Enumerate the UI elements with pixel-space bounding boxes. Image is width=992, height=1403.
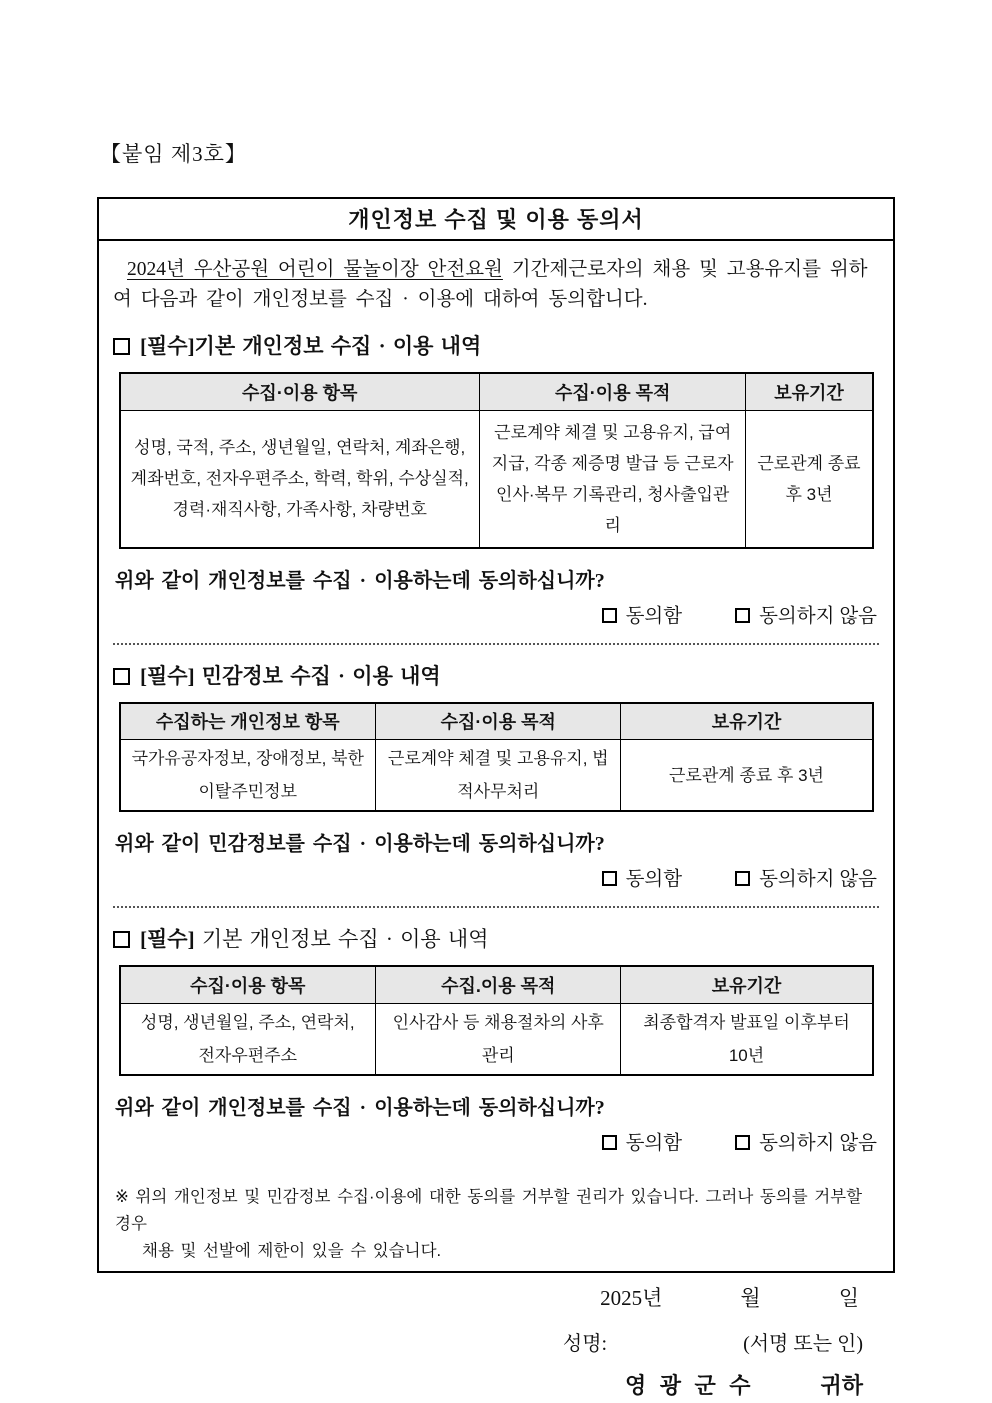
agree-label-3: 동의함 — [625, 1132, 683, 1154]
disagree-label-3: 동의하지 않음 — [759, 1132, 877, 1154]
cell-retention: 근로관계 종료 후 3년 — [621, 740, 873, 812]
recipient-honorific: 귀하 — [820, 1372, 863, 1398]
form-title: 개인정보 수집 및 이용 동의서 — [99, 199, 893, 241]
date-day: 일 — [838, 1285, 859, 1310]
cell-items: 성명, 국적, 주소, 생년월일, 연락처, 계좌은행, 계좌번호, 전자우편주소, 학력, 학위, 수상실적, 경력·재직사항, 가족사항, 차량번호 — [120, 410, 480, 548]
date-year: 2025년 — [600, 1285, 663, 1310]
date-month: 월 — [740, 1285, 761, 1310]
name-label: 성명: — [562, 1332, 608, 1355]
section2-heading-strong: [필수] 민감정보 수집 · 이용 내역 — [140, 663, 441, 688]
table-header-row — [120, 373, 873, 410]
section1-bullet-checkbox-icon — [113, 338, 130, 355]
disagree-label-1: 동의하지 않음 — [759, 605, 877, 627]
section3-heading-strong: [필수] — [140, 927, 195, 951]
recipient-line — [113, 1369, 879, 1400]
recipient-name: 영 광 군 수 — [624, 1372, 755, 1398]
agree-checkbox-2[interactable] — [602, 871, 617, 886]
disagree-option-2[interactable] — [735, 869, 877, 890]
sign-or-seal-hint: (서명 또는 인) — [743, 1332, 863, 1355]
column-header-items: 수집·이용 항목 — [120, 966, 376, 1003]
section3-bullet-checkbox-icon — [113, 931, 130, 948]
basic-personal-info-table — [119, 372, 874, 549]
date-line — [113, 1282, 879, 1312]
dotted-divider-1 — [113, 643, 879, 645]
column-header-retention: 보유기간 — [621, 966, 873, 1003]
section3-heading — [113, 923, 879, 953]
form-body — [99, 255, 893, 1400]
intro-underlined-text: 2024년 우산공원 어린이 물놀이장 안전요원 — [127, 259, 503, 280]
table-row — [120, 740, 873, 812]
section1-heading-strong: [필수]기본 개인정보 수집 · 이용 내역 — [140, 334, 482, 358]
column-header-purpose: 수집·이용 목적 — [376, 703, 621, 740]
recruitment-info-table — [119, 965, 874, 1076]
consent-question-3: 위와 같이 개인정보를 수집 · 이용하는데 동의하십니까? — [115, 1096, 605, 1119]
column-header-retention: 보유기간 — [746, 373, 873, 410]
table-header-row — [120, 966, 873, 1003]
section2-bullet-checkbox-icon — [113, 668, 130, 685]
disagree-checkbox-3[interactable] — [735, 1135, 750, 1150]
attachment-label: 【붙임 제3호】 — [100, 142, 247, 166]
section2-heading — [113, 660, 879, 690]
disagree-label-2: 동의하지 않음 — [759, 869, 877, 890]
section3-heading-rest: 기본 개인정보 수집 · 이용 내역 — [194, 927, 489, 951]
consent-options-1 — [113, 600, 879, 628]
consent-question-1: 위와 같이 개인정보를 수집 · 이용하는데 동의하십니까? — [115, 569, 605, 592]
agree-label-1: 동의함 — [625, 605, 683, 627]
agree-checkbox-1[interactable] — [602, 608, 617, 623]
refusal-rights-note — [115, 1184, 879, 1265]
consent-question-2: 위와 같이 민감정보를 수집 · 이용하는데 동의하십니까? — [115, 833, 605, 855]
disagree-checkbox-1[interactable] — [735, 608, 750, 623]
column-header-purpose: 수집·이용 목적 — [479, 373, 746, 410]
cell-items: 국가유공자정보, 장애정보, 북한이탈주민정보 — [120, 740, 376, 812]
disagree-option-1[interactable] — [735, 606, 877, 627]
cell-purpose: 근로계약 체결 및 고용유지, 법적사무처리 — [376, 740, 621, 812]
column-header-items: 수집하는 개인정보 항목 — [120, 703, 376, 740]
consent-options-2 — [113, 863, 879, 891]
table-row — [120, 410, 873, 548]
consent-options-3 — [113, 1127, 879, 1155]
cell-retention: 최종합격자 발표일 이후부터 10년 — [621, 1003, 873, 1075]
cell-purpose: 인사감사 등 채용절차의 사후관리 — [376, 1003, 621, 1075]
dotted-divider-2 — [113, 906, 879, 908]
agree-option-3[interactable] — [602, 1133, 683, 1154]
intro-rest-text: 기간제근로자의 채용 및 고용유지를 위하여 다음과 같이 개인정보를 수집 · 이용에 대하여 동의합니다. — [113, 259, 868, 310]
disagree-option-3[interactable] — [735, 1133, 877, 1154]
signature-line — [113, 1327, 879, 1356]
agree-option-2[interactable] — [602, 869, 683, 890]
sensitive-info-table — [119, 702, 874, 813]
column-header-items: 수집·이용 항목 — [120, 373, 480, 410]
table-row — [120, 1003, 873, 1075]
cell-items: 성명, 생년월일, 주소, 연락처, 전자우편주소 — [120, 1003, 376, 1075]
section1-heading — [113, 330, 879, 360]
intro-paragraph — [113, 255, 879, 315]
consent-form — [97, 197, 895, 1398]
column-header-purpose: 수집.이용 목적 — [376, 966, 621, 1003]
column-header-retention: 보유기간 — [621, 703, 873, 740]
agree-option-1[interactable] — [602, 606, 683, 627]
agree-checkbox-3[interactable] — [602, 1135, 617, 1150]
table-header-row — [120, 703, 873, 740]
disagree-checkbox-2[interactable] — [735, 871, 750, 886]
cell-retention: 근로관계 종료 후 3년 — [746, 410, 873, 548]
agree-label-2: 동의함 — [625, 869, 683, 890]
cell-purpose: 근로계약 체결 및 고용유지, 급여지급, 각종 제증명 발급 등 근로자 인사·복무 기록관리, 청사출입관리 — [479, 410, 746, 548]
note-line-1: ※ 위의 개인정보 및 민감정보 수집·이용에 대한 동의를 거부할 권리가 있습니다. 그러나 동의를 거부할 경우 — [115, 1187, 863, 1233]
note-line-2: 채용 및 선발에 제한이 있을 수 있습니다. — [142, 1241, 442, 1260]
